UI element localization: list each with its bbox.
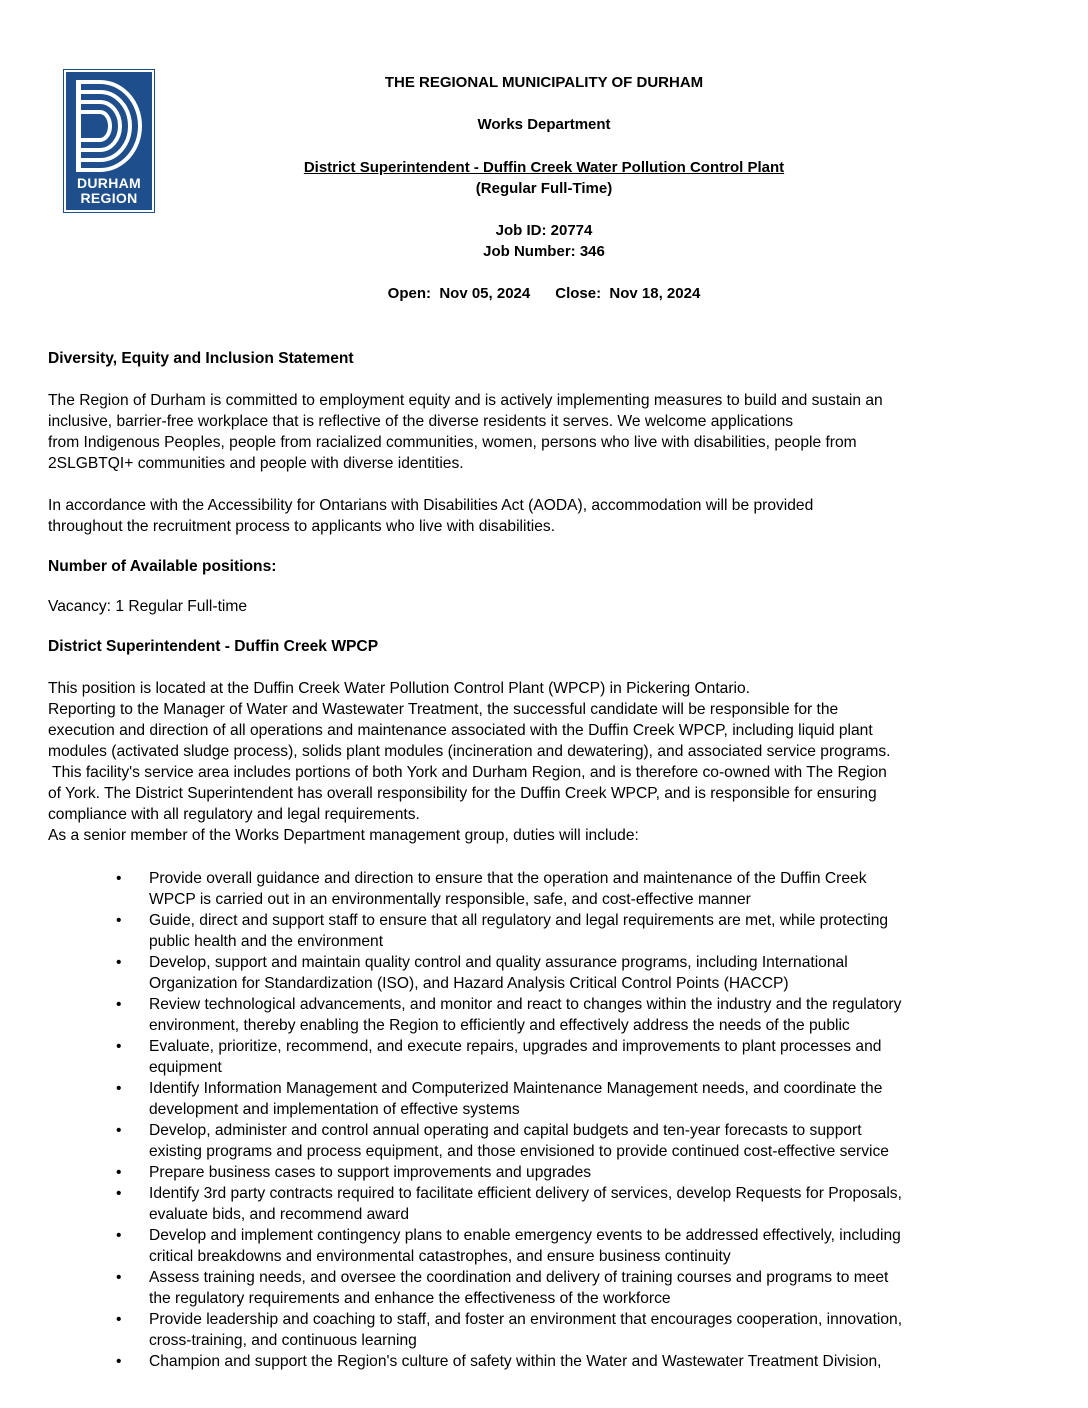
job-id: Job ID: 20774 (495, 222, 593, 239)
logo-wordmark: DURHAM REGION (76, 175, 141, 206)
role-description (48, 678, 1048, 846)
department-name: Works Department (477, 116, 611, 133)
duty-item (48, 1351, 1048, 1372)
vacancy-text: Vacancy: 1 Regular Full-time (48, 598, 248, 615)
duty-text-line: Prepare business cases to support improvements and upgrades (149, 1164, 592, 1181)
bullet-icon: • (116, 1311, 122, 1328)
text-line: compliance with all regulatory and legal requirements. (48, 806, 420, 823)
duty-text-line: environment, thereby enabling the Region to efficiently and effectively address the needs of the public (149, 1017, 850, 1034)
text-line: execution and direction of all operations and maintenance associated with the Duffin Creek WPCP, including liquid plant (48, 722, 873, 739)
duty-text-line: public health and the environment (149, 933, 384, 950)
duty-item (48, 1225, 1048, 1267)
text-line: As a senior member of the Works Department management group, duties will include: (48, 827, 639, 844)
text-line: 2SLGBTQI+ communities and people with diverse identities. (48, 455, 464, 472)
bullet-icon: • (116, 1080, 122, 1097)
employment-status: (Regular Full-Time) (475, 180, 613, 197)
duty-item (48, 952, 1048, 994)
duty-text-line: Assess training needs, and oversee the coordination and delivery of training courses and programs to meet (149, 1269, 889, 1286)
duty-text-line: existing programs and process equipment, and those envisioned to provide continued cost-effective service (149, 1143, 889, 1160)
duty-text-line: WPCP is carried out in an environmentally responsible, safe, and cost-effective manner (149, 891, 751, 908)
bullet-icon: • (116, 1164, 122, 1181)
text-line: inclusive, barrier-free workplace that is reflective of the diverse residents it serves. We welcome applications (48, 413, 794, 430)
duty-item (48, 1078, 1048, 1120)
duty-text-line: cross-training, and continuous learning (149, 1332, 417, 1349)
bullet-icon: • (116, 1185, 122, 1202)
text-line: throughout the recruitment process to applicants who live with disabilities. (48, 518, 556, 535)
text-line: This facility's service area includes portions of both York and Durham Region, and is therefore co-owned with The Region (48, 764, 887, 781)
bullet-icon: • (116, 996, 122, 1013)
duty-text-line: the regulatory requirements and enhance the effectiveness of the workforce (149, 1290, 671, 1307)
bullet-icon: • (116, 1353, 122, 1370)
bullet-icon: • (116, 870, 122, 887)
duty-text-line: development and implementation of effective systems (149, 1101, 520, 1118)
bullet-icon: • (116, 1038, 122, 1055)
duty-text-line: Provide overall guidance and direction to ensure that the operation and maintenance of the Duffin Creek (149, 870, 867, 887)
aoda-statement (48, 495, 1048, 537)
job-number: Job Number: 346 (483, 243, 605, 260)
duty-text-line: Review technological advancements, and monitor and react to changes within the industry and the regulatory (149, 996, 902, 1013)
duty-item (48, 868, 1048, 910)
duty-text-line: Champion and support the Region's culture of safety within the Water and Wastewater Treatment Division, (149, 1353, 882, 1370)
organization-name: THE REGIONAL MUNICIPALITY OF DURHAM (384, 74, 704, 91)
duty-item (48, 1036, 1048, 1078)
role-heading: District Superintendent - Duffin Creek WPCP (48, 638, 379, 655)
duty-text-line: equipment (149, 1059, 222, 1076)
duty-item (48, 1120, 1048, 1162)
duty-item (48, 1183, 1048, 1225)
text-line: The Region of Durham is committed to employment equity and is actively implementing measures to build and sustain an (48, 392, 883, 409)
duty-item (48, 910, 1048, 952)
document-body (48, 348, 1048, 1372)
posting-dates: Open: Nov 05, 2024 Close: Nov 18, 2024 (387, 285, 701, 302)
duty-item (48, 1267, 1048, 1309)
duty-item (48, 1162, 1048, 1183)
duty-text-line: Identify Information Management and Computerized Maintenance Management needs, and coordinate the (149, 1080, 883, 1097)
duty-text-line: critical breakdowns and environmental catastrophes, and ensure business continuity (149, 1248, 731, 1265)
diversity-heading: Diversity, Equity and Inclusion Statement (48, 350, 354, 367)
duty-item (48, 1309, 1048, 1351)
bullet-icon: • (116, 912, 122, 929)
diversity-statement (48, 390, 1048, 474)
duty-text-line: Identify 3rd party contracts required to facilitate efficient delivery of services, develop Requests for Proposals, (149, 1185, 902, 1202)
bullet-icon: • (116, 1227, 122, 1244)
bullet-icon: • (116, 954, 122, 971)
duty-text-line: Provide leadership and coaching to staff, and foster an environment that encourages cooperation, innovation, (149, 1311, 903, 1328)
positions-heading: Number of Available positions: (48, 558, 277, 575)
bullet-icon: • (116, 1269, 122, 1286)
text-line: Reporting to the Manager of Water and Wastewater Treatment, the successful candidate will be responsible for the (48, 701, 839, 718)
duty-text-line: evaluate bids, and recommend award (149, 1206, 410, 1223)
position-title: District Superintendent - Duffin Creek Water Pollution Control Plant (303, 159, 785, 176)
text-line: In accordance with the Accessibility for Ontarians with Disabilities Act (AODA), accommodation will be provided (48, 497, 814, 514)
text-line: This position is located at the Duffin Creek Water Pollution Control Plant (WPCP) in Pickering Ontario. (48, 680, 751, 697)
text-line: of York. The District Superintendent has overall responsibility for the Duffin Creek WPCP, and is responsible for ensuring (48, 785, 877, 802)
duty-text-line: Organization for Standardization (ISO), and Hazard Analysis Critical Control Points (HACCP) (149, 975, 789, 992)
duty-text-line: Develop, administer and control annual operating and capital budgets and ten-year forecasts to support (149, 1122, 862, 1139)
duty-text-line: Evaluate, prioritize, recommend, and execute repairs, upgrades and improvements to plant processes and (149, 1038, 882, 1055)
duties-list (48, 868, 1048, 1372)
duty-item (48, 994, 1048, 1036)
text-line: from Indigenous Peoples, people from racialized communities, women, persons who live with disabilities, people from (48, 434, 857, 451)
duty-text-line: Develop, support and maintain quality control and quality assurance programs, including International (149, 954, 848, 971)
duty-text-line: Develop and implement contingency plans to enable emergency events to be addressed effectively, including (149, 1227, 901, 1244)
duty-text-line: Guide, direct and support staff to ensure that all regulatory and legal requirements are met, while protecting (149, 912, 889, 929)
text-line: modules (activated sludge process), solids plant modules (incineration and dewatering), and associated service programs. (48, 743, 891, 760)
bullet-icon: • (116, 1122, 122, 1139)
